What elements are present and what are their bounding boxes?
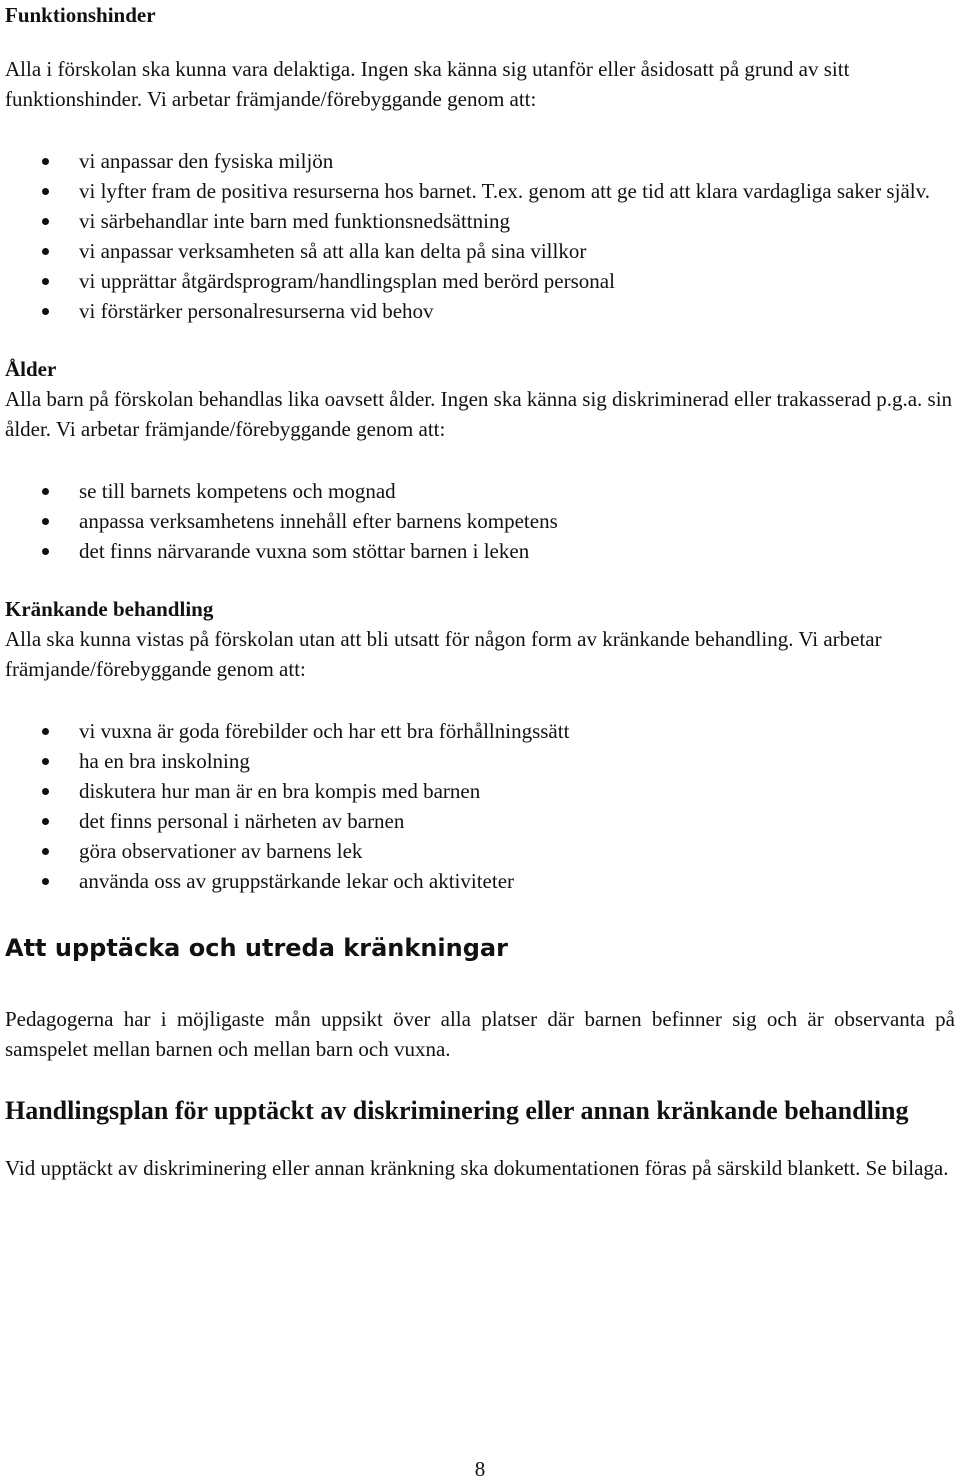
list-item: vi anpassar den fysiska miljön xyxy=(5,146,955,176)
section-intro-funktionshinder: Alla i förskolan ska kunna vara delaktiga. Ingen ska känna sig utanför eller åsidosatt på grund av sitt funktionshinder. Vi arbetar främjande/förebyggande genom att: xyxy=(5,57,850,111)
section-intro-alder: Alla barn på förskolan behandlas lika oavsett ålder. Ingen ska känna sig diskriminerad eller trakasserad p.g.a. sin ålder. Vi arbetar främjande/förebyggande genom att: xyxy=(5,387,953,441)
list-item: se till barnets kompetens och mognad xyxy=(5,476,955,506)
list-item: vi vuxna är goda förebilder och har ett bra förhållningssätt xyxy=(5,716,955,746)
list-item: använda oss av gruppstärkande lekar och aktiviteter xyxy=(5,866,955,896)
bullet-list-alder xyxy=(5,476,955,566)
list-item: diskutera hur man är en bra kompis med barnen xyxy=(5,776,955,806)
list-item: det finns personal i närheten av barnen xyxy=(5,806,955,836)
list-item: vi särbehandlar inte barn med funktionsnedsättning xyxy=(5,206,955,236)
section-body-handlingsplan: Vid upptäckt av diskriminering eller annan kränkning ska dokumentationen föras på särskild blankett. Se bilaga. xyxy=(5,1156,949,1180)
list-item: vi anpassar verksamheten så att alla kan delta på sina villkor xyxy=(5,236,955,266)
page-number: 8 xyxy=(474,1457,486,1481)
list-item: vi lyfter fram de positiva resurserna hos barnet. T.ex. genom att ge tid att klara vardagliga saker själv. xyxy=(5,176,955,206)
bullet-list-krankande xyxy=(5,716,955,896)
section-body-upptacka: Pedagogerna har i möjligaste mån uppsikt över alla platser där barnen befinner sig och är observanta på samspelet mellan barnen och mellan barn och vuxna. xyxy=(5,1007,955,1061)
list-item: vi upprättar åtgärdsprogram/handlingsplan med berörd personal xyxy=(5,266,955,296)
section-intro-krankande: Alla ska kunna vistas på förskolan utan att bli utsatt för någon form av kränkande behandling. Vi arbetar främjande/förebyggande genom att: xyxy=(5,627,882,681)
bullet-list-funktionshinder xyxy=(5,146,955,326)
section-title-funktionshinder: Funktionshinder xyxy=(5,3,156,27)
section-title-alder: Ålder xyxy=(5,357,57,381)
list-item: det finns närvarande vuxna som stöttar barnen i leken xyxy=(5,536,955,566)
list-item: ha en bra inskolning xyxy=(5,746,955,776)
section-title-krankande: Kränkande behandling xyxy=(5,597,214,621)
section-title-upptacka: Att upptäcka och utreda kränkningar xyxy=(5,934,508,962)
document-page xyxy=(5,0,955,1183)
list-item: göra observationer av barnens lek xyxy=(5,836,955,866)
list-item: anpassa verksamhetens innehåll efter barnens kompetens xyxy=(5,506,955,536)
section-title-handlingsplan: Handlingsplan för upptäckt av diskriminering eller annan kränkande behandling xyxy=(5,1096,909,1125)
list-item: vi förstärker personalresurserna vid behov xyxy=(5,296,955,326)
